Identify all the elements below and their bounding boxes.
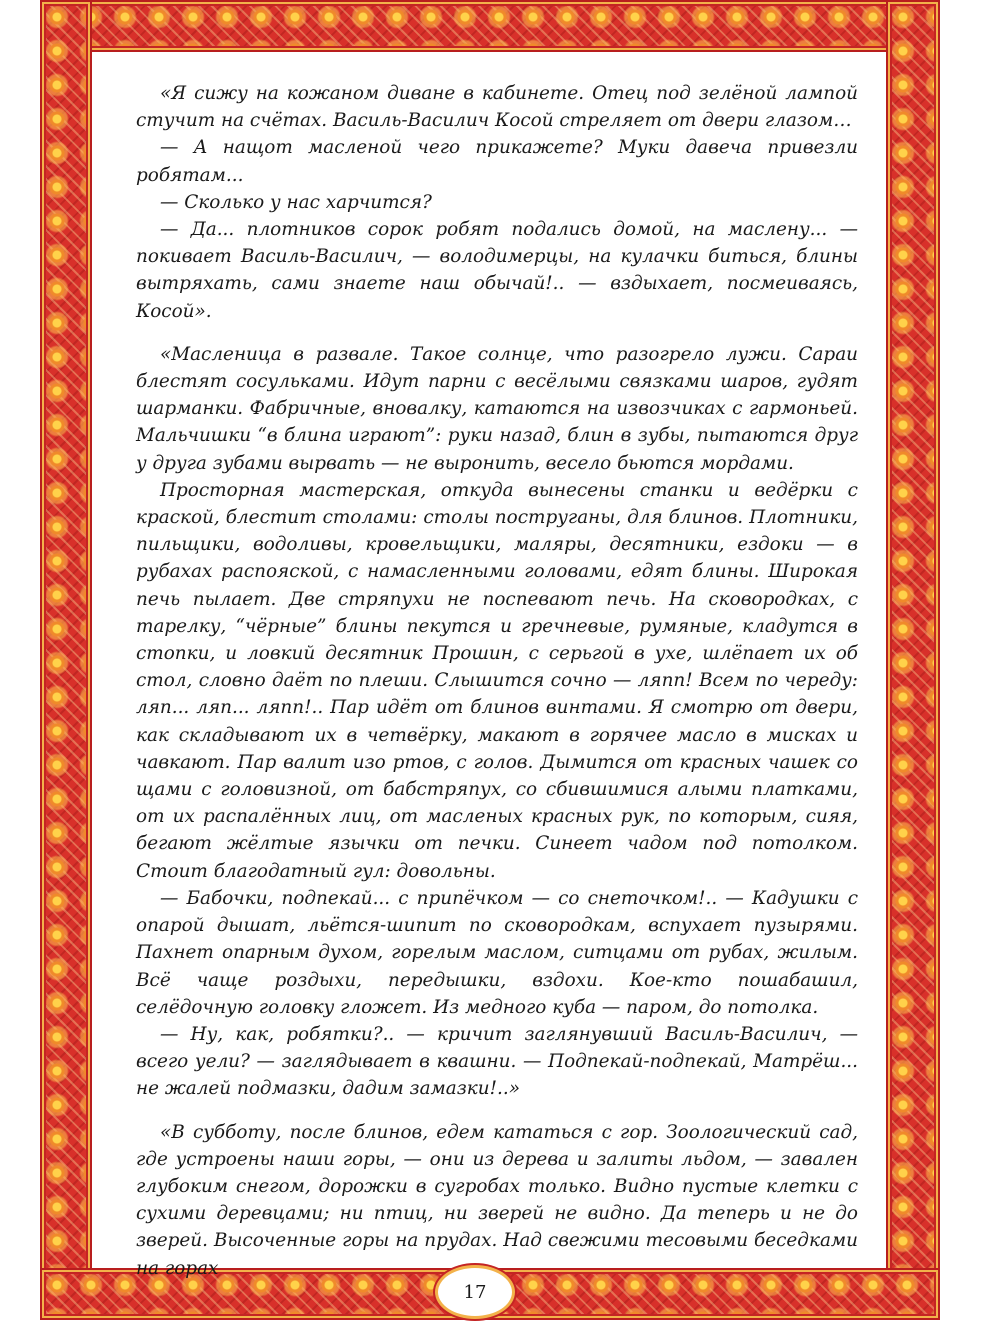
- paragraph: — Да... плотников сорок робят подались домой, на маслену... — покивает Василь-Василич, — володимерцы, на кулачки биться, блины вытряхать, сами знаете наш обычай!.. — вздыхает, посмеиваясь, Косой».: [136, 219, 858, 322]
- body-text: [136, 80, 858, 1282]
- paragraph: — Ну, как, робятки?.. — кричит заглянувший Василь-Василич, — всего уели? — заглядывает в квашни. — Подпекай-подпекай, Матрёш... не жалей подмазки, дадим замазки!..»: [136, 1023, 858, 1100]
- paragraph: — Бабочки, подпекай... с припёчком — со снеточком!.. — Кадушки с опарой дышат, льётся-шипит по сковородкам, вспухает пузырями. Пахнет опарным духом, горелым маслом, ситцами от рубах, жилым. Всё чаще роздыхи, передышки, вздохи. Кое-кто пошабашил, селёдочную головку гложет. Из медного куба — паром, до потолка.: [136, 887, 858, 1018]
- paragraph: «Я сижу на кожаном диване в кабинете. Отец под зелёной лампой стучит на счётах. Василь-Василич Косой стреляет от двери глазом…: [136, 83, 858, 132]
- paragraph: Просторная мастерская, откуда вынесены станки и ведёрки с краской, блестит столами: столы поструганы, для блинов. Плотники, пильщики, водоливы, кровельщики, маляры, десятники, ездоки — в рубахах распояской, с намасленными головами, едят блины. Широкая печь пылает. Две стряпухи не поспевают печь. На сковородках, с тарелку, “чёрные” блины пекутся и гречневые, румяные, кладутся в стопки, и ловкий десятник Прошин, с серьгой в ухе, шлёпает их об стол, словно даёт по плеши. Слышится сочно — ляпп! Всем по череду: ляп... ляп... ляпп!.. Пар идёт от блинов винтами. Я смотрю от двери, как складывают их в четвёрку, макают в горячее масло в мисках и чавкают. Пар валит изо ртов, с голов. Дымится от красных чашек со щами с головизной, от бабстряпух, со сбившимися алыми платками, от их распалённых лиц, от масленых красных рук, по которым, сияя, бегают жёлтые язычки от печки. Синеет чадом под потолком. Стоит благодатный гул: довольны.: [136, 479, 858, 882]
- ornamental-border-left: [40, 0, 92, 1320]
- ornamental-border-right: [886, 0, 940, 1320]
- paragraph: «Масленица в развале. Такое солнце, что разогрело лужи. Сараи блестят сосульками. Идут парни с весёлыми связками шаров, гудят шарманки. Фабричные, вновалку, катаются на извозчиках с гармоньей. Мальчишки “в блина играют”: руки назад, блин в зубы, пытаются друг у друга зубами вырвать — не выронить, весело бьются мордами.: [136, 343, 858, 474]
- ornamental-border-top: [40, 0, 940, 52]
- paragraph: — А нащот масленой чего прикажете? Муки давеча привезли робятам...: [136, 137, 858, 186]
- paragraph: «В субботу, после блинов, едем кататься с гор. Зоологический сад, где устроены наши горы, — они из дерева и залиты льдом, — завален глубоким снегом, дорожки в сугробах только. Видно пустые клетки с сухими деревцами; ни птиц, ни зверей не видно. Да теперь и не до зверей. Высоченные горы на прудах. Над свежими тесовыми беседками на горах: [136, 1121, 858, 1279]
- page-content: [92, 52, 886, 1279]
- page-number: 17: [438, 1268, 512, 1316]
- paragraph: — Сколько у нас харчится?: [160, 191, 432, 213]
